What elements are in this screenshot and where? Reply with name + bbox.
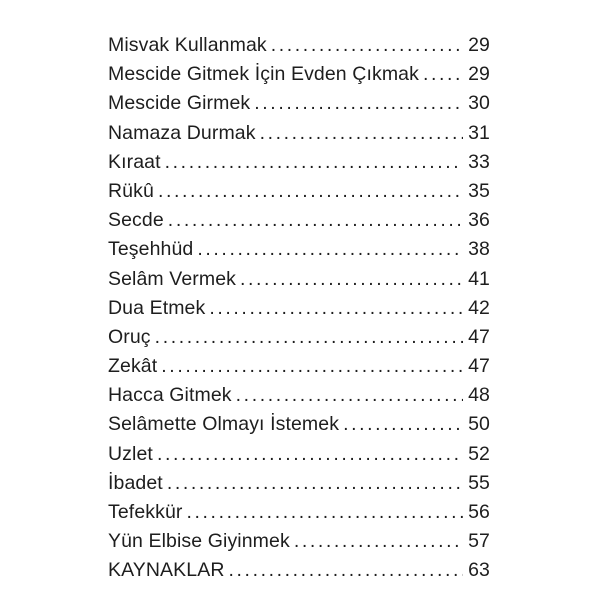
toc-entry-title: Namaza Durmak	[108, 121, 256, 144]
toc-entry-page: 57	[468, 530, 490, 553]
toc-entry	[108, 410, 490, 439]
toc-leader-dots	[187, 498, 464, 527]
toc-entry-page: 35	[468, 179, 490, 202]
toc-leader-dots	[240, 265, 463, 294]
toc-leader-dots	[168, 206, 463, 235]
toc-leader-dots	[260, 119, 464, 148]
toc-leader-dots	[165, 148, 463, 177]
toc-entry-title: Secde	[108, 209, 164, 232]
toc-entry	[108, 89, 490, 118]
toc-entry	[108, 206, 490, 235]
toc-entry-title: Mescide Girmek	[108, 92, 251, 115]
toc-entry-title: Oruç	[108, 325, 151, 348]
toc-entry-title: KAYNAKLAR	[108, 559, 225, 582]
toc-entry-page: 29	[468, 63, 490, 86]
toc-leader-dots	[236, 381, 463, 410]
toc-leader-dots	[155, 323, 463, 352]
toc-entry	[108, 440, 490, 469]
toc-entry	[108, 381, 490, 410]
toc-leader-dots	[271, 31, 463, 60]
toc-entry-page: 42	[468, 296, 490, 319]
toc-entry	[108, 235, 490, 264]
toc-entry-page: 56	[468, 501, 490, 523]
toc-leader-dots	[167, 469, 463, 498]
toc-entry-title: Selâmette Olmayı İstemek	[108, 413, 340, 436]
toc-entry-title: Selâm Vermek	[108, 267, 236, 290]
toc-entry	[108, 265, 490, 294]
toc-leader-dots	[254, 89, 463, 118]
toc-entry-title: Rükû	[108, 179, 154, 202]
toc-leader-dots	[343, 410, 463, 439]
toc-entry-page: 36	[468, 209, 490, 232]
toc-entry	[108, 352, 490, 381]
toc-entry	[108, 323, 490, 352]
toc-entry	[108, 294, 490, 323]
toc-entry-title: Kıraat	[108, 150, 161, 173]
toc-entry-title: Dua Etmek	[108, 296, 206, 319]
toc-leader-dots	[229, 556, 464, 585]
toc-entry	[108, 177, 490, 206]
toc-entry-title: Hacca Gitmek	[108, 384, 232, 407]
toc-entry-title: İbadet	[108, 471, 163, 494]
toc-entry-page: 47	[468, 355, 490, 378]
toc-leader-dots	[294, 527, 463, 556]
toc-entry	[108, 60, 490, 89]
toc-entry-title: Mescide Gitmek İçin Evden Çıkmak	[108, 63, 419, 86]
toc-entry	[108, 498, 490, 527]
toc-entry	[108, 556, 490, 585]
toc-entry-page: 33	[468, 150, 490, 173]
toc-entry-title: Teşehhüd	[108, 238, 194, 261]
toc-leader-dots	[161, 352, 463, 381]
toc-entry-page: 63	[468, 559, 490, 582]
toc-entry-page: 50	[468, 413, 490, 436]
toc-entry-page: 29	[468, 34, 490, 56]
toc-entry-page: 47	[468, 325, 490, 348]
toc-leader-dots	[158, 177, 463, 206]
toc-entry-page: 31	[468, 121, 490, 144]
toc-entry-title: Yün Elbise Giyinmek	[108, 530, 290, 553]
toc-entry-page: 41	[468, 267, 490, 290]
toc-entry	[108, 527, 490, 556]
toc-leader-dots	[197, 235, 463, 264]
toc-entry	[108, 31, 490, 60]
toc-entry	[108, 119, 490, 148]
toc-leader-dots	[209, 294, 463, 323]
toc-entry-page: 30	[468, 92, 490, 115]
toc-entry-page: 38	[468, 238, 490, 261]
toc-entry	[108, 469, 490, 498]
toc-entry-title: Misvak Kullanmak	[108, 34, 267, 56]
toc-entry-page: 48	[468, 384, 490, 407]
toc-entry-title: Uzlet	[108, 442, 153, 465]
toc-entry-page: 55	[468, 471, 490, 494]
toc-entry-page: 52	[468, 442, 490, 465]
toc-entry-title: Tefekkür	[108, 501, 183, 523]
toc-leader-dots	[423, 60, 463, 89]
toc-entry-title: Zekât	[108, 355, 158, 378]
toc-entry	[108, 148, 490, 177]
toc-list	[108, 31, 490, 586]
toc-leader-dots	[157, 440, 463, 469]
